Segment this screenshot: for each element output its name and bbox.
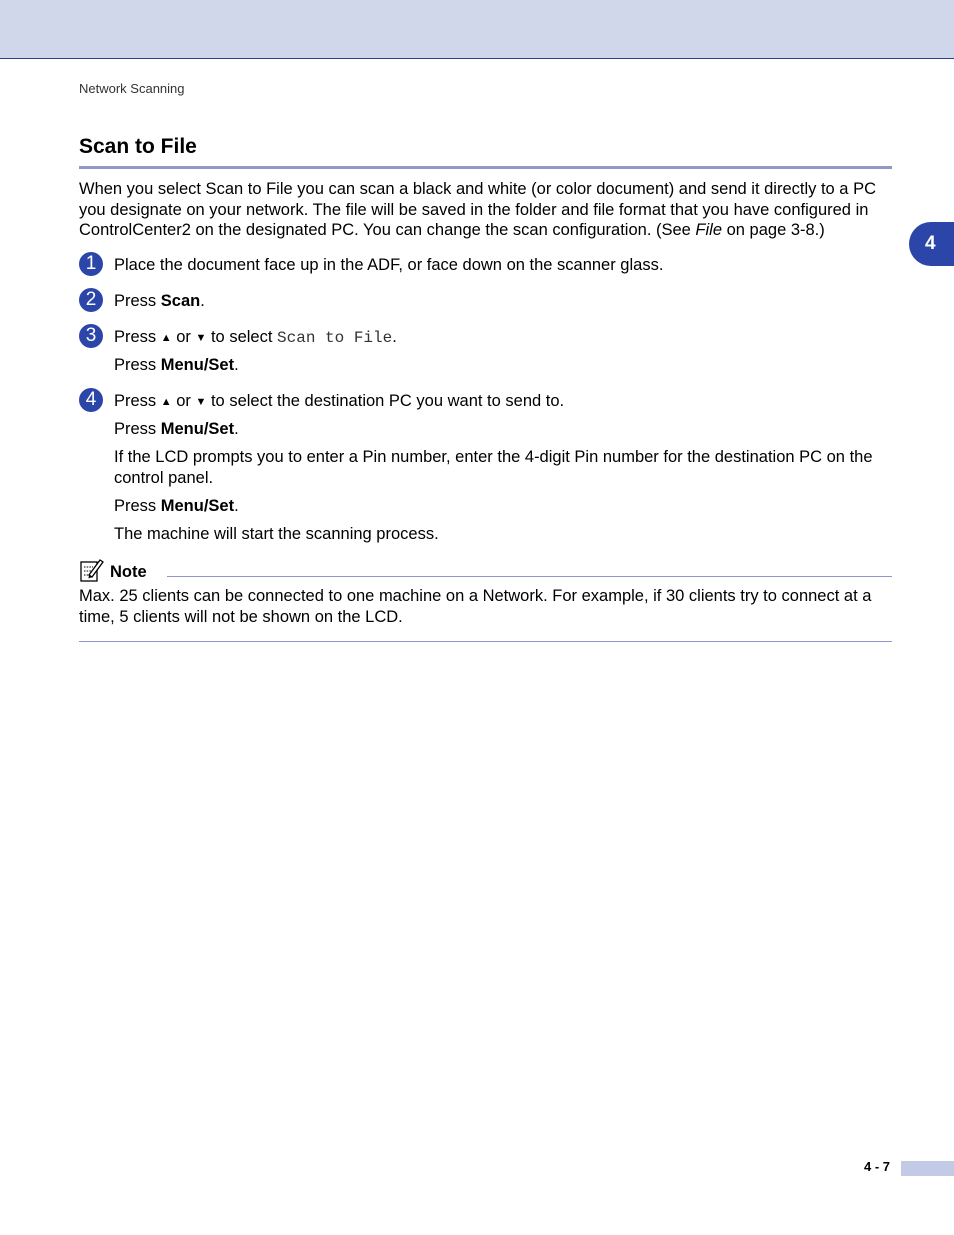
step-text: Press ▲ or ▼ to select Scan to File. xyxy=(114,328,397,347)
step-number-badge: 2 xyxy=(79,288,103,312)
down-arrow-icon: ▼ xyxy=(195,332,207,344)
top-banner xyxy=(0,0,954,59)
step-text: Press ▲ or ▼ to select the destination PC you want to send to. xyxy=(114,392,565,410)
down-arrow-icon: ▼ xyxy=(195,396,207,408)
step-subtext: Press Menu/Set. xyxy=(114,497,239,515)
step-number-badge: 4 xyxy=(79,388,103,412)
up-arrow-icon: ▲ xyxy=(160,332,172,344)
step-number-badge: 1 xyxy=(79,252,103,276)
menu-set-key: Menu/Set xyxy=(160,356,235,374)
page-number: 4 - 7 xyxy=(864,1159,891,1174)
note-bottom-divider xyxy=(79,641,892,642)
note-pencil-icon xyxy=(79,557,105,583)
step-number-badge: 3 xyxy=(79,324,103,348)
intro-paragraph: When you select Scan to File you can scan a black and white (or color document) and send it directly to a PC you designate on your network. The file will be saved in the folder and file format that you have configured in ControlCenter2 on the designated PC. You can change the scan configuration. (See File on page 3-8.) xyxy=(79,180,876,239)
pin-instruction: If the LCD prompts you to enter a Pin number, enter the 4-digit Pin number for the destination PC on the control panel. xyxy=(114,448,873,487)
step-result: The machine will start the scanning process. xyxy=(114,525,439,543)
menu-set-key: Menu/Set xyxy=(160,497,235,515)
step-text: Press Scan. xyxy=(114,292,205,310)
step-subtext: Press Menu/Set. xyxy=(114,356,239,374)
menu-set-key: Menu/Set xyxy=(160,420,235,438)
up-arrow-icon: ▲ xyxy=(160,396,172,408)
page-number-bar xyxy=(901,1161,954,1176)
running-header: Network Scanning xyxy=(79,81,185,96)
scan-key: Scan xyxy=(160,292,201,310)
file-reference-link[interactable]: File xyxy=(695,221,723,239)
lcd-option: Scan to File xyxy=(277,329,393,347)
chapter-tab: 4 xyxy=(909,222,954,266)
title-divider xyxy=(79,166,892,169)
step-subtext: Press Menu/Set. xyxy=(114,420,239,438)
note-text: Max. 25 clients can be connected to one machine on a Network. For example, if 30 clients try to connect at a time, 5 clients will not be shown on the LCD. xyxy=(79,587,872,626)
note-divider xyxy=(167,576,892,577)
section-title: Scan to File xyxy=(79,135,197,158)
note-label: Note xyxy=(110,563,147,581)
note-header xyxy=(79,557,892,585)
step-text: Place the document face up in the ADF, or face down on the scanner glass. xyxy=(114,256,664,274)
